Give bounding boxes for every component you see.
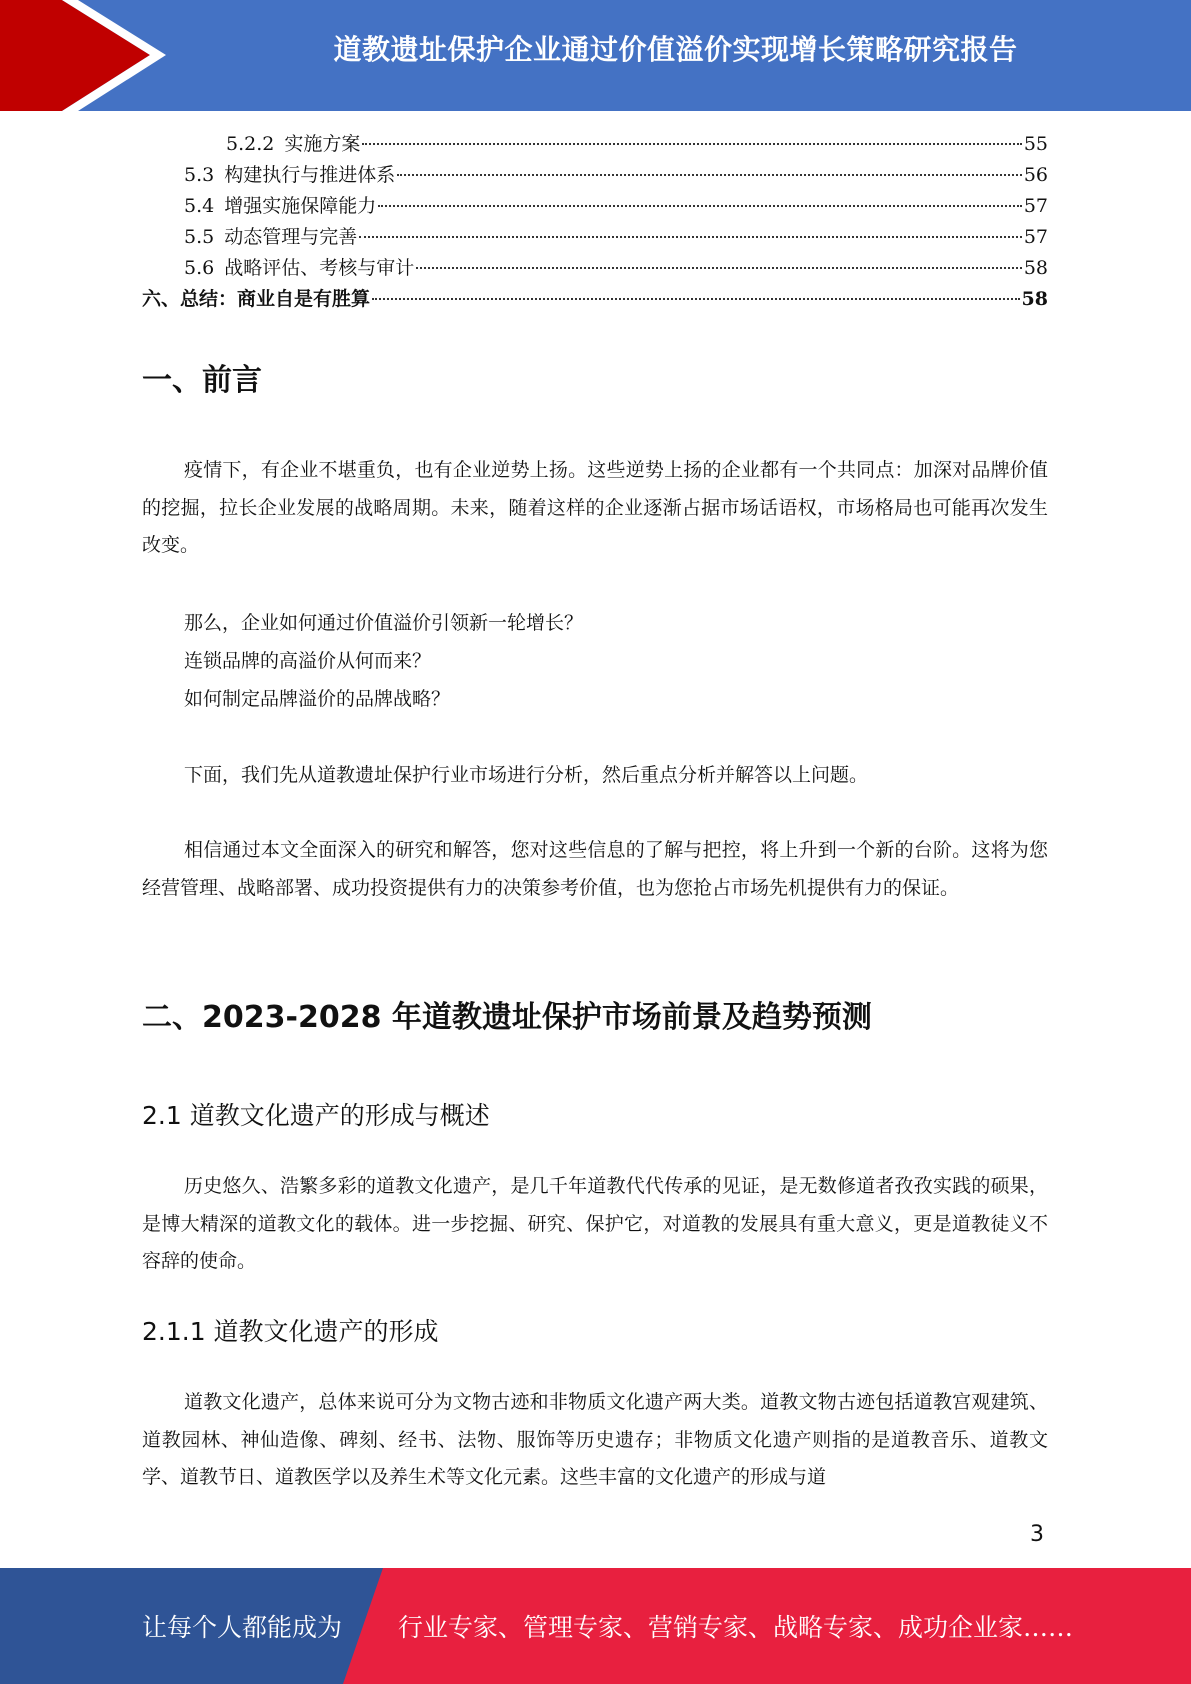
toc-leader-dots: [397, 174, 1022, 176]
toc-entry-page: 58: [1023, 257, 1048, 279]
toc-entry[interactable]: [142, 222, 1048, 253]
toc-entry[interactable]: [142, 160, 1048, 191]
toc-entry-page: 57: [1023, 195, 1048, 217]
toc-entry-label: 战略评估、考核与审计: [224, 257, 415, 279]
paragraph: 历史悠久、浩繁多彩的道教文化遗产，是几千年道教代代传承的见证，是无数修道者孜孜实践的硕果，是博大精深的道教文化的载体。进一步挖掘、研究、保护它，对道教的发展具有重大意义，更是道教徒义不容辞的使命。: [142, 1175, 1048, 1272]
toc-entry-page: 57: [1023, 226, 1048, 248]
paragraph: 下面，我们先从道教遗址保护行业市场进行分析，然后重点分析并解答以上问题。: [184, 764, 869, 786]
question-line: 连锁品牌的高溢价从何而来？: [184, 650, 432, 672]
toc-entry[interactable]: [142, 284, 1048, 315]
toc-entry[interactable]: [142, 191, 1048, 222]
toc-entry-label: 构建执行与推进体系: [224, 164, 396, 186]
toc-leader-dots: [359, 236, 1022, 238]
paragraph: 疫情下，有企业不堪重负，也有企业逆势上扬。这些逆势上扬的企业都有一个共同点：加深对品牌价值的挖掘，拉长企业发展的战略周期。未来，随着这样的企业逐渐占据市场话语权，市场格局也可能再次发生改变。: [142, 459, 1048, 556]
question-line: 那么，企业如何通过价值溢价引领新一轮增长？: [184, 612, 584, 634]
toc-entry[interactable]: [142, 129, 1048, 160]
footer-slogan-left: 让每个人都能成为: [142, 1613, 343, 1642]
section-heading-preface: 一、前言: [142, 363, 262, 398]
page-footer: [0, 1568, 1191, 1684]
toc-entry[interactable]: [142, 253, 1048, 284]
toc-entry-number: 5.4: [184, 195, 215, 217]
paragraph: 相信通过本文全面深入的研究和解答，您对这些信息的了解与把控，将上升到一个新的台阶。这将为您经营管理、战略部署、成功投资提供有力的决策参考价值，也为您抢占市场先机提供有力的保证。: [142, 839, 1048, 899]
header-title: 道教遗址保护企业通过价值溢价实现增长策略研究报告: [333, 33, 1018, 66]
toc-entry-page: 58: [1021, 288, 1048, 310]
toc-leader-dots: [362, 143, 1021, 145]
page-header: [0, 0, 1191, 111]
toc-entry-number: 5.6: [184, 257, 215, 279]
subsection-heading: 2.1 道教文化遗产的形成与概述: [142, 1101, 490, 1130]
subsection-heading: 2.1.1 道教文化遗产的形成: [142, 1317, 439, 1346]
toc-leader-dots: [372, 298, 1020, 300]
section-heading-chapter2: 二、2023-2028 年道教遗址保护市场前景及趋势预测: [142, 1000, 872, 1035]
header-arrow-decoration: [0, 0, 170, 111]
page-number: 3: [1030, 1522, 1044, 1547]
toc-entry-page: 55: [1023, 133, 1048, 155]
paragraph: 道教文化遗产，总体来说可分为文物古迹和非物质文化遗产两大类。道教文物古迹包括道教宫观建筑、道教园林、神仙造像、碑刻、经书、法物、服饰等历史遗存；非物质文化遗产则指的是道教音乐、道教文学、道教节日、道教医学以及养生术等文化元素。这些丰富的文化遗产的形成与道: [142, 1391, 1048, 1488]
toc-entry-label: 增强实施保障能力: [224, 195, 377, 217]
toc-entry-label: 六、总结：商业自是有胜算: [142, 288, 371, 310]
toc-leader-dots: [416, 267, 1022, 269]
toc-entry-number: 5.5: [184, 226, 215, 248]
toc-entry-number: 5.2.2: [226, 133, 275, 155]
question-line: 如何制定品牌溢价的品牌战略？: [184, 688, 451, 710]
toc-leader-dots: [378, 205, 1022, 207]
toc-entry-number: 5.3: [184, 164, 215, 186]
toc-entry-label: 实施方案: [284, 133, 361, 155]
footer-slogan-right: 行业专家、管理专家、营销专家、战略专家、成功企业家……: [398, 1613, 1074, 1642]
toc-entry-page: 56: [1023, 164, 1048, 186]
toc-entry-label: 动态管理与完善: [224, 226, 358, 248]
table-of-contents: [142, 129, 1048, 315]
